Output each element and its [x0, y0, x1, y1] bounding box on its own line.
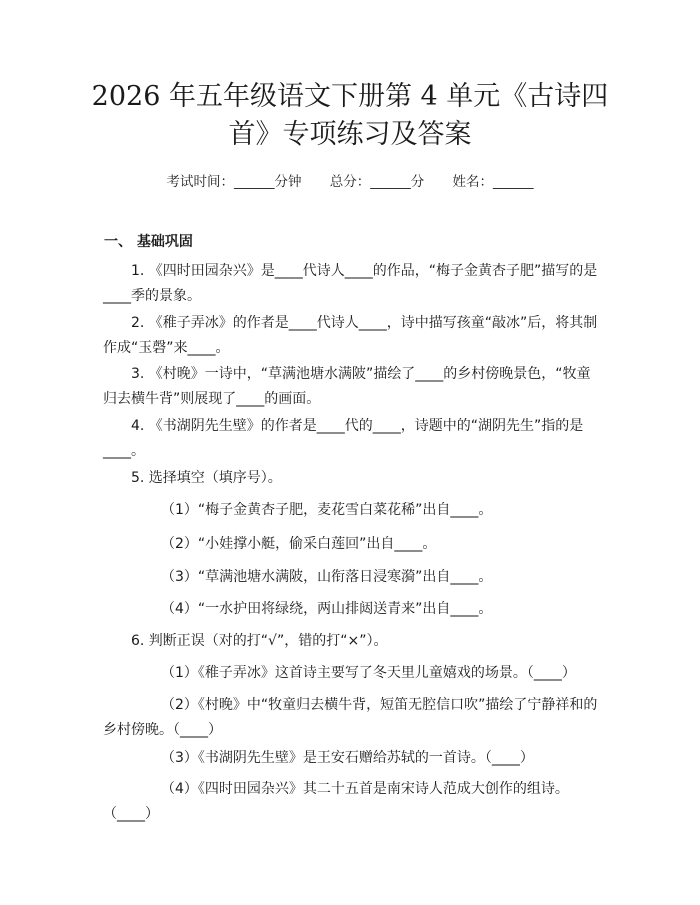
student-name-field: 姓名：______: [452, 174, 534, 190]
question-5-item-2: （2）“小娃撑小艇，偷采白莲回”出自____。: [161, 536, 437, 552]
question-5-item-3: （3）“草满池塘水满陂，山衔落日浸寒漪”出自____。: [161, 569, 493, 585]
question-1: 1. 《四时田园杂兴》是____代诗人____的作品，“梅子金黄杏子肥”描写的是____季的景象。: [103, 263, 598, 304]
question-6-item-3: （3）《书湖阴先生壁》是王安石赠给苏轼的一首诗。（____）: [161, 750, 534, 766]
section-heading: 一、 基础巩固: [104, 234, 193, 250]
question-3: 3. 《村晚》一诗中，“草满池塘水满陂”描绘了____的乡村傍晚景色，“牧童归去横牛背”则展现了____的画面。: [103, 366, 591, 407]
question-6-item-4: （4）《四时田园杂兴》其二十五首是南宋诗人范成大创作的组诗。（____）: [103, 781, 569, 822]
question-5-item-4: （4）“一水护田将绿绕，两山排闼送青来”出自____。: [161, 601, 493, 617]
question-2: 2. 《稚子弄冰》的作者是____代诗人____，诗中描写孩童“敲冰”后，将其制作成“玉磬”来____。: [103, 315, 598, 356]
exam-info-row: [0, 170, 700, 190]
question-5-item-1: （1）“梅子金黄杏子肥，麦花雪白菜花稀”出自____。: [161, 502, 493, 518]
question-4: 4. 《书湖阴先生壁》的作者是____代的____，诗题中的“湖阴先生”指的是____。: [103, 418, 584, 459]
page-title: [60, 78, 640, 154]
title-line-1: 2026 年五年级语文下册第 4 单元《古诗四: [91, 81, 609, 112]
title-line-2: 首》专项练习及答案: [228, 119, 472, 150]
total-score-field: 总分：______分: [329, 174, 425, 190]
question-5: 5. 选择填空（填序号）。: [131, 470, 282, 486]
question-6: 6. 判断正误（对的打“√”，错的打“×”）。: [131, 633, 388, 649]
question-6-item-2: （2）《村晚》中“牧童归去横牛背，短笛无腔信口吹”描绘了宁静祥和的乡村傍晚。（____）: [103, 697, 598, 738]
question-6-item-1: （1）《稚子弄冰》这首诗主要写了冬天里儿童嬉戏的场景。（____）: [161, 665, 576, 681]
exam-time-field: 考试时间：______分钟: [166, 174, 302, 190]
